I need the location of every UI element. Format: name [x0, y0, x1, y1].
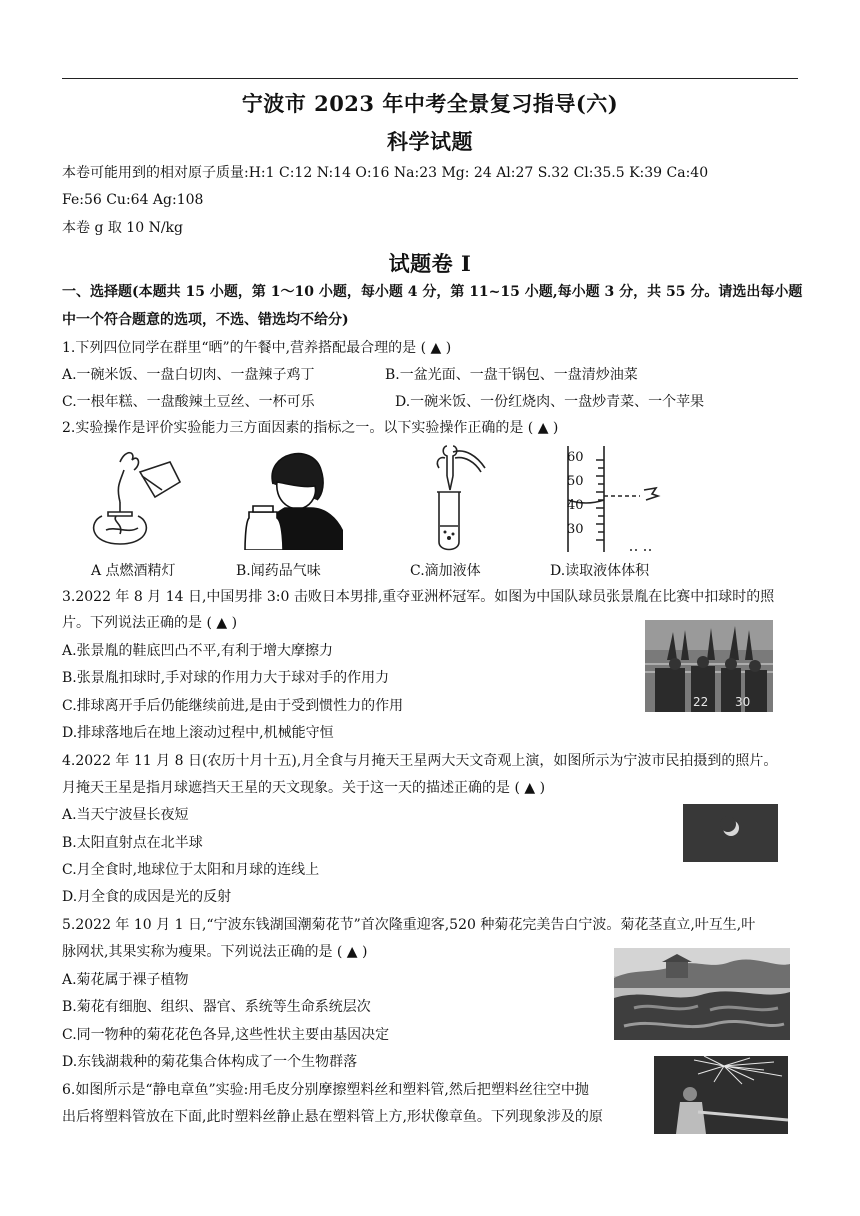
q2-caption-d: D.读取液体体积 — [550, 563, 650, 579]
q5-option-a: A.菊花属于裸子植物 — [62, 972, 189, 988]
scale-label-60: 60 — [567, 450, 584, 465]
q1-stem: 1.下列四位同学在群里“晒”的午餐中,营养搭配最合理的是 ( ▲ ) — [62, 340, 452, 356]
scale-label-40: 40 — [567, 498, 584, 513]
q5-option-b: B.菊花有细胞、组织、器官、系统等生命系统层次 — [62, 999, 371, 1015]
lunar-eclipse-photo — [683, 804, 778, 862]
q5-stem-2: 脉网状,其果实称为瘦果。下列说法正确的是 ( ▲ ) — [62, 944, 368, 960]
scale-label-50: 50 — [567, 474, 584, 489]
q3-option-d: D.排球落地后在地上滚动过程中,机械能守恒 — [62, 725, 334, 741]
volleyball-photo — [645, 620, 773, 712]
q5-option-d: D.东钱湖栽种的菊花集合体构成了一个生物群落 — [62, 1054, 358, 1070]
q4-stem-1: 4.2022 年 11 月 8 日(农历十月十五),月全食与月掩天王星两大天文奇观上演，如图所示为宁波市民拍摄到的照片。 — [62, 753, 778, 769]
atomic-masses-line-1: 本卷可能用到的相对原子质量:H:1 C:12 N:14 O:16 Na:23 Mg: 24 Al:27 S.32 Cl:35.5 K:39 Ca:40 — [62, 165, 709, 181]
q1-option-b: B.一盆光面、一盘干锅包、一盘清炒油菜 — [385, 367, 638, 383]
q2-caption-a: A 点燃酒精灯 — [91, 563, 176, 579]
q4-option-b: B.太阳直射点在北半球 — [62, 835, 203, 851]
jersey-30: 30 — [735, 695, 751, 709]
q5-option-c: C.同一物种的菊花花色各异,这些性状主要由基因决定 — [62, 1027, 390, 1043]
q6-stem-2: 出后将塑料管放在下面,此时塑料丝静止悬在塑料管上方,形状像章鱼。下列现象涉及的原 — [62, 1109, 603, 1125]
scale-label-30: 30 — [567, 522, 584, 537]
alcohol-lamp-figure — [80, 442, 190, 550]
q4-option-d: D.月全食的成因是光的反射 — [62, 889, 232, 905]
dropper-test-tube-figure — [425, 442, 495, 554]
gravity-note: 本卷 g 取 10 N/kg — [62, 220, 183, 236]
jersey-22: 22 — [693, 695, 709, 709]
smelling-gas-figure — [243, 442, 343, 550]
q1-option-d: D.一碗米饭、一份红烧肉、一盘炒青菜、一个苹果 — [395, 394, 705, 410]
q2-caption-b: B.闻药品气味 — [236, 563, 321, 579]
q1-option-c: C.一根年糕、一盘酸辣土豆丝、一杯可乐 — [62, 394, 315, 410]
q5-stem-1: 5.2022 年 10 月 1 日,“宁波东钱湖国潮菊花节”首次隆重迎客,520 种菊花完美告白宁波。菊花茎直立,叶互生,叶 — [62, 917, 756, 933]
q2-caption-c: C.滴加液体 — [410, 563, 481, 579]
q3-option-a: A.张景胤的鞋底凹凸不平,有利于增大摩擦力 — [62, 643, 334, 659]
exam-title: 宁波市 2023 年中考全景复习指导(六) — [241, 91, 619, 116]
exam-subtitle: 科学试题 — [387, 129, 473, 154]
q4-stem-2: 月掩天王星是指月球遮挡天王星的天文现象。关于这一天的描述正确的是 ( ▲ ) — [62, 780, 546, 796]
q3-stem-2: 片。下列说法正确的是 ( ▲ ) — [62, 615, 238, 631]
q1-option-a: A.一碗米饭、一盘白切肉、一盘辣子鸡丁 — [62, 367, 315, 383]
q2-stem: 2.实验操作是评价实验能力三方面因素的指标之一。以下实验操作正确的是 ( ▲ ) — [62, 420, 559, 436]
atomic-masses-line-2: Fe:56 Cu:64 Ag:108 — [62, 192, 204, 208]
q3-option-c: C.排球离开手后仍能继续前进,是由于受到惯性力的作用 — [62, 698, 404, 714]
section-heading: 试题卷 I — [388, 251, 472, 276]
static-octopus-photo — [654, 1056, 788, 1134]
q3-stem-1: 3.2022 年 8 月 14 日,中国男排 3:0 击败日本男排,重夺亚洲杯冠军。如图为中国队球员张景胤在比赛中扣球时的照 — [62, 589, 775, 605]
q4-option-a: A.当天宁波昼长夜短 — [62, 807, 189, 823]
section-instructions-1: 一、选择题(本题共 15 小题，第 1～10 小题，每小题 4 分，第 11~15 小题,每小题 3 分，共 55 分。请选出每小题 — [62, 284, 803, 300]
section-instructions-2: 中一个符合题意的选项，不选、错选均不给分) — [62, 312, 349, 328]
top-rule — [62, 78, 798, 79]
q6-stem-1: 6.如图所示是“静电章鱼”实验:用毛皮分别摩擦塑料丝和塑料管,然后把塑料丝往空中抛 — [62, 1082, 589, 1098]
q3-option-b: B.张景胤扣球时,手对球的作用力大于球对手的作用力 — [62, 670, 390, 686]
chrysanthemum-festival-photo — [614, 948, 790, 1040]
q4-option-c: C.月全食时,地球位于太阳和月球的连线上 — [62, 862, 320, 878]
